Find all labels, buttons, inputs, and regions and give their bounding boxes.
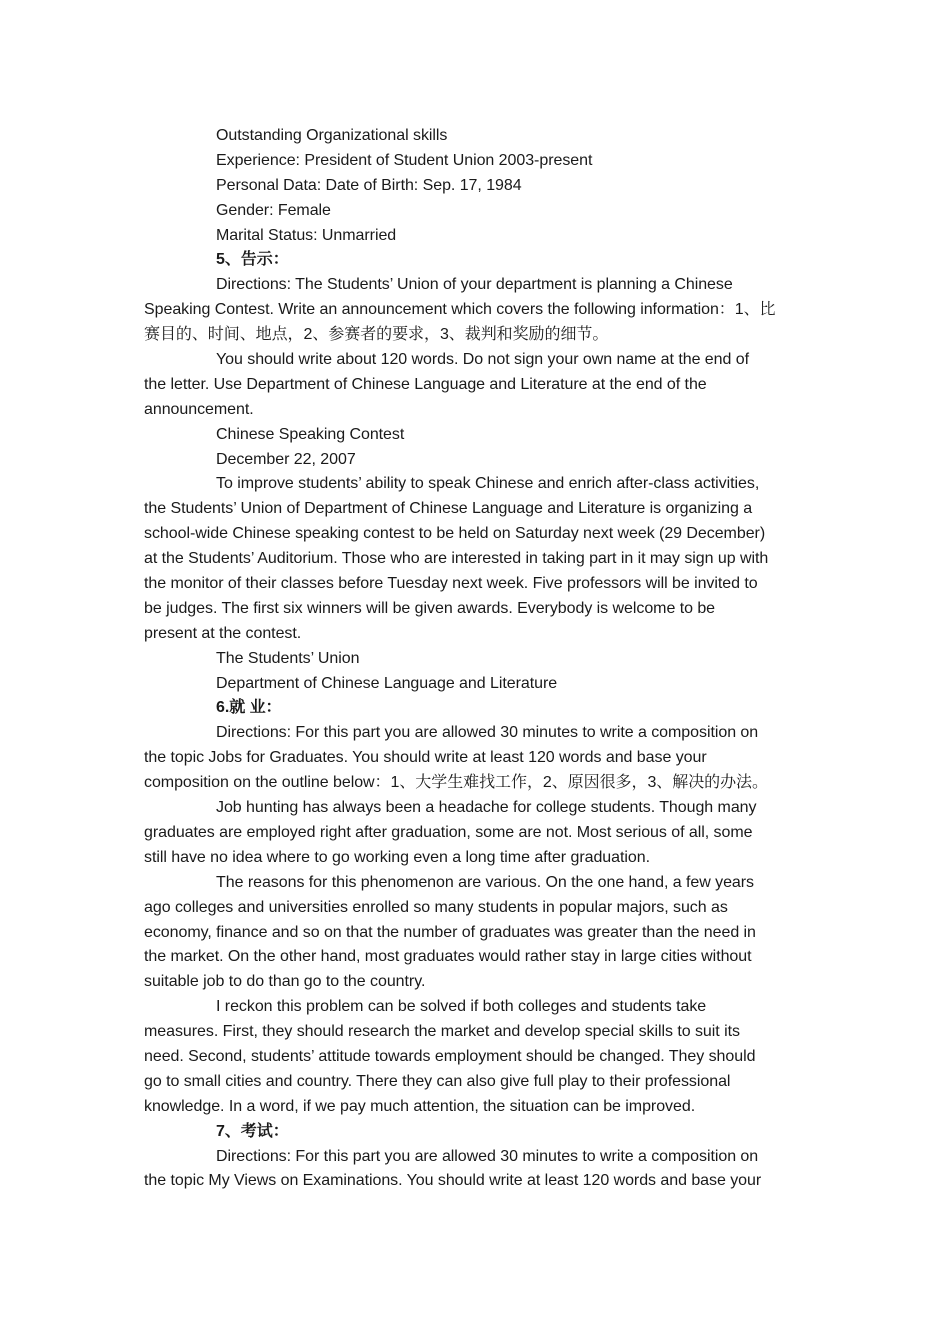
section-heading: 5、告示： — [216, 251, 289, 269]
text-line: Department of Chinese Language and Literature — [216, 674, 558, 692]
text-line: Directions: The Students’ Union of your department is planning a Chinese — [216, 276, 733, 294]
text-line: Chinese Speaking Contest — [216, 425, 405, 443]
text-line: measures. First, they should research the market and develop special skills to suit its — [144, 1023, 740, 1041]
text-line: ago colleges and universities enrolled so many students in popular majors, such as — [144, 898, 728, 916]
text-line: Job hunting has always been a headache for college students. Though many — [216, 799, 757, 817]
text-line: school-wide Chinese speaking contest to be held on Saturday next week (29 December) — [144, 525, 766, 543]
text-line: The reasons for this phenomenon are various. On the one hand, a few years — [216, 873, 755, 891]
text-line: Marital Status: Unmarried — [216, 226, 397, 244]
text-line: at the Students’ Auditorium. Those who are interested in taking part in it may sign up with — [144, 550, 769, 568]
text-line: be judges. The first six winners will be given awards. Everybody is welcome to be — [144, 599, 716, 617]
text-line: Outstanding Organizational skills — [216, 127, 448, 144]
text-line: Gender: Female — [216, 201, 331, 219]
text-line: To improve students’ ability to speak Chinese and enrich after-class activities, — [216, 475, 760, 493]
text-line: knowledge. In a word, if we pay much attention, the situation can be improved. — [144, 1097, 696, 1115]
text-line: I reckon this problem can be solved if both colleges and students take — [216, 998, 707, 1016]
text-line: You should write about 120 words. Do not sign your own name at the end of — [216, 351, 749, 369]
text-line: the letter. Use Department of Chinese Language and Literature at the end of the — [144, 375, 707, 393]
text-line: need. Second, students’ attitude towards employment should be changed. They should — [144, 1047, 756, 1065]
text-line: Directions: For this part you are allowed 30 minutes to write a composition on — [216, 1147, 759, 1165]
text-line: Directions: For this part you are allowed 30 minutes to write a composition on — [216, 724, 759, 742]
text-line: Personal Data: Date of Birth: Sep. 17, 1984 — [216, 176, 522, 194]
text-line: present at the contest. — [144, 624, 302, 642]
section-heading: 7、考试： — [216, 1122, 289, 1140]
text-line: suitable job to do than go to the country. — [144, 973, 426, 991]
text-line: go to small cities and country. There they can also give full play to their professional — [144, 1072, 731, 1090]
text-line: the market. On the other hand, most graduates would rather stay in large cities without — [144, 948, 752, 966]
text-line: 赛目的、时间、地点，2、参赛者的要求，3、裁判和奖励的细节。 — [144, 326, 609, 344]
text-line: The Students’ Union — [216, 649, 360, 667]
text-line: announcement. — [144, 400, 254, 418]
text-line: the Students’ Union of Department of Chinese Language and Literature is organizing a — [144, 500, 753, 518]
text-line: Experience: President of Student Union 2003-present — [216, 151, 593, 169]
text-line: the topic My Views on Examinations. You should write at least 120 words and base your — [144, 1172, 762, 1190]
document-body — [144, 124, 809, 1194]
text-line: Speaking Contest. Write an announcement which covers the following information：1、比 — [144, 301, 776, 319]
text-line: composition on the outline below：1、大学生难找工作，2、原因很多，3、解决的办法。 — [144, 774, 768, 792]
section-heading: 6.就 业： — [216, 699, 282, 717]
text-line: economy, finance and so on that the number of graduates was greater than the need in — [144, 923, 756, 941]
text-line: December 22, 2007 — [216, 450, 356, 468]
text-line: the topic Jobs for Graduates. You should write at least 120 words and base your — [144, 749, 707, 767]
text-line: still have no idea where to go working even a long time after graduation. — [144, 848, 650, 866]
text-line: the monitor of their classes before Tuesday next week. Five professors will be invited to — [144, 575, 758, 593]
text-line: graduates are employed right after graduation, some are not. Most serious of all, some — [144, 823, 753, 841]
